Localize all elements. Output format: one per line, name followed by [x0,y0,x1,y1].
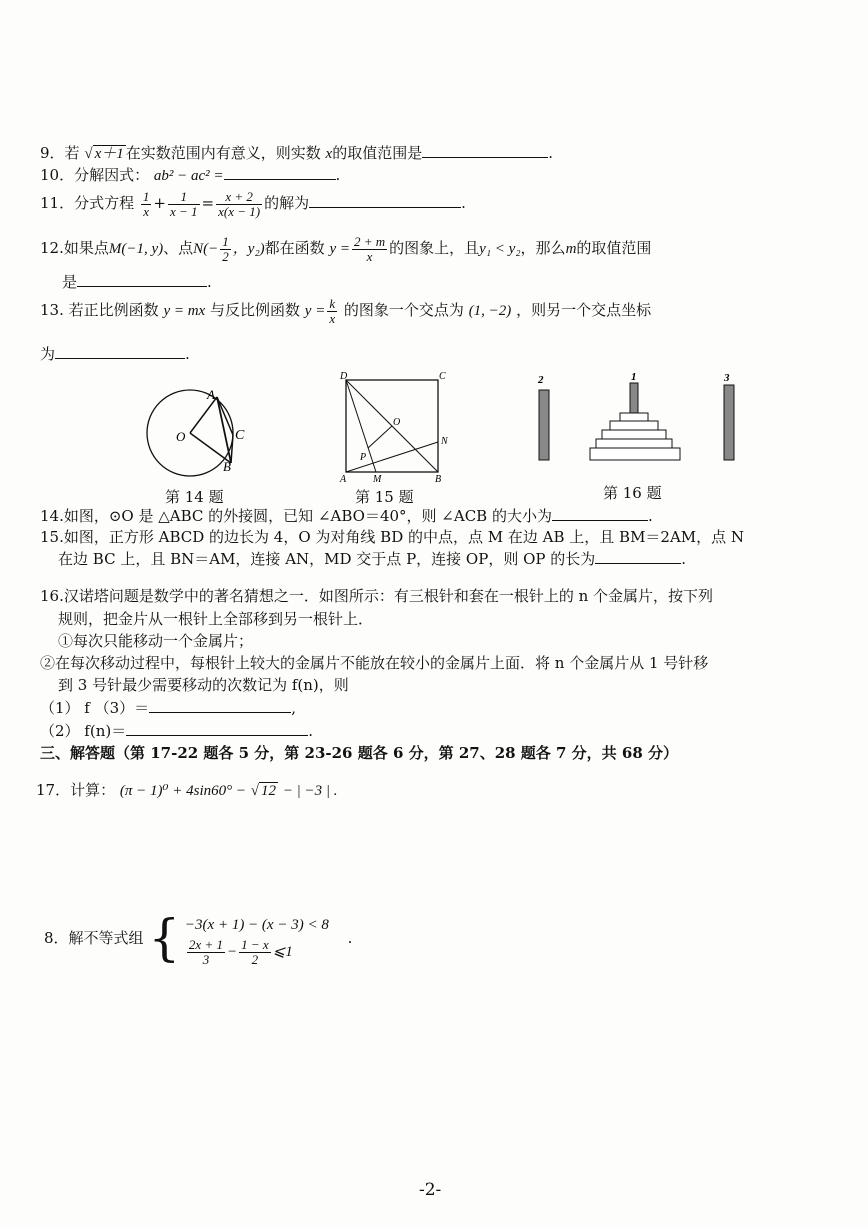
question-13-line-2: 为 . [40,345,190,363]
question-11: 11．分式方程 $\frac{1}{x}$ + $\frac{1}{x - 1}$ = $\frac{x + 2}{x(x - 1)}$ 的解为 . [40,188,466,219]
answer-blank-12[interactable] [77,272,207,287]
question-9: 9．若 √ x＋1 在实数范围内有意义，则实数 x的取值范围是 . [40,144,554,162]
answer-blank-15[interactable] [595,549,681,564]
question-18: 8．解不等式组 { −3(x + 1) − (x − 3) < 8 $\frac{2x + 1}{3}$ − $\frac{1 - x}{2}$ ⩽1 . [44,909,353,967]
peg-label-3: 3 [724,372,730,384]
answer-blank-14[interactable] [552,506,648,521]
question-14: 14.如图，⊙O 是 △ABC 的外接圆，已知 ∠ABO＝40°，则 ∠ACB 的大小为 . [40,507,653,525]
question-15: 15.如图，正方形 ABCD 的边长为 4，O 为对角线 BD 的中点，点 M 在边 AB 上，且 BM＝2AM，点 N [40,528,745,546]
label-B: B [435,474,442,485]
answer-blank-16-2[interactable] [126,721,308,736]
answer-blank-11[interactable] [309,193,461,208]
question-15-line-2: 在边 BC 上，且 BN＝AM，连接 AN，MD 交于点 P，连接 OP，则 OP 的长为 . [58,550,687,568]
system-brace: { [148,909,181,967]
answer-blank-16-1[interactable] [149,698,291,713]
question-16-line-5: 到 3 号针最少需要移动的次数记为 f(n)，则 [58,676,349,694]
question-16-rule-1: ①每次只能移动一个金属片； [58,632,254,650]
question-16: 16.汉诺塔问题是数学中的著名猜想之一．如图所示：有三根针和套在一根针上的 n 个金属片，按下列 [40,587,714,605]
label-O: O [393,417,401,428]
question-13: 13. 若正比例函数 y = mx 与反比例函数 y = $\frac{k}{x}$ 的图象一个交点为 (1, −2) ，则另一个交点坐标 [40,295,652,326]
figure-16-hanoi [530,368,750,468]
figure-15-square [335,370,455,485]
question-10: 10．分解因式： ab² − ac² = . [40,166,341,184]
label-A: A [340,474,347,485]
label-C: C [439,371,446,382]
label-P: P [360,452,367,463]
question-17: 17．计算： (π − 1)⁰ + 4sin60° − √ 12 − | −3 | . [36,781,338,799]
figure-14-circle [135,385,255,480]
label-O: O [176,429,186,444]
question-12: 12.如果点M(−1, y)、点N(− $\frac{1}{2}$ ，y₂)都在函数 y = $\frac{2 + m}{x}$ 的图象上，且y₁ < y₂，那么m的取值范围 [40,233,652,264]
question-12-line-2: 是 . [62,273,212,291]
figure-15-caption: 第 15 题 [355,488,414,506]
label-M: M [373,474,382,485]
answer-blank-13[interactable] [55,344,185,359]
figure-16-caption: 第 16 题 [603,484,662,502]
figure-14-caption: 第 14 题 [165,488,224,506]
label-D: D [340,371,348,382]
question-16-sub-1: （1） f （3）＝ , [40,699,296,717]
answer-blank-9[interactable] [422,143,548,158]
label-B: B [223,459,231,474]
peg-label-2: 2 [538,374,544,386]
question-16-rule-2: ②在每次移动过程中，每根针上较大的金属片不能放在较小的金属片上面．将 n 个金属片从 1 号针移 [40,654,709,672]
peg-label-1: 1 [631,371,637,383]
section-3-heading: 三、解答题（第 17-22 题各 5 分，第 23-26 题各 6 分，第 27、28 题各 7 分，共 68 分） [40,744,678,762]
inequality-2: $\frac{2x + 1}{3}$ − $\frac{1 - x}{2}$ ⩽1 [188,937,293,967]
question-16-line-2: 规则，把金片从一根针上全部移到另一根针上． [58,610,374,628]
answer-blank-10[interactable] [224,165,336,180]
label-C: C [235,428,245,443]
question-16-sub-2: （2） f(n)＝ . [40,722,314,740]
page-number: -2- [419,1180,442,1200]
inequality-1: −3(x + 1) − (x − 3) < 8 [184,917,329,933]
label-N: N [441,436,448,447]
label-A: A [207,387,215,402]
